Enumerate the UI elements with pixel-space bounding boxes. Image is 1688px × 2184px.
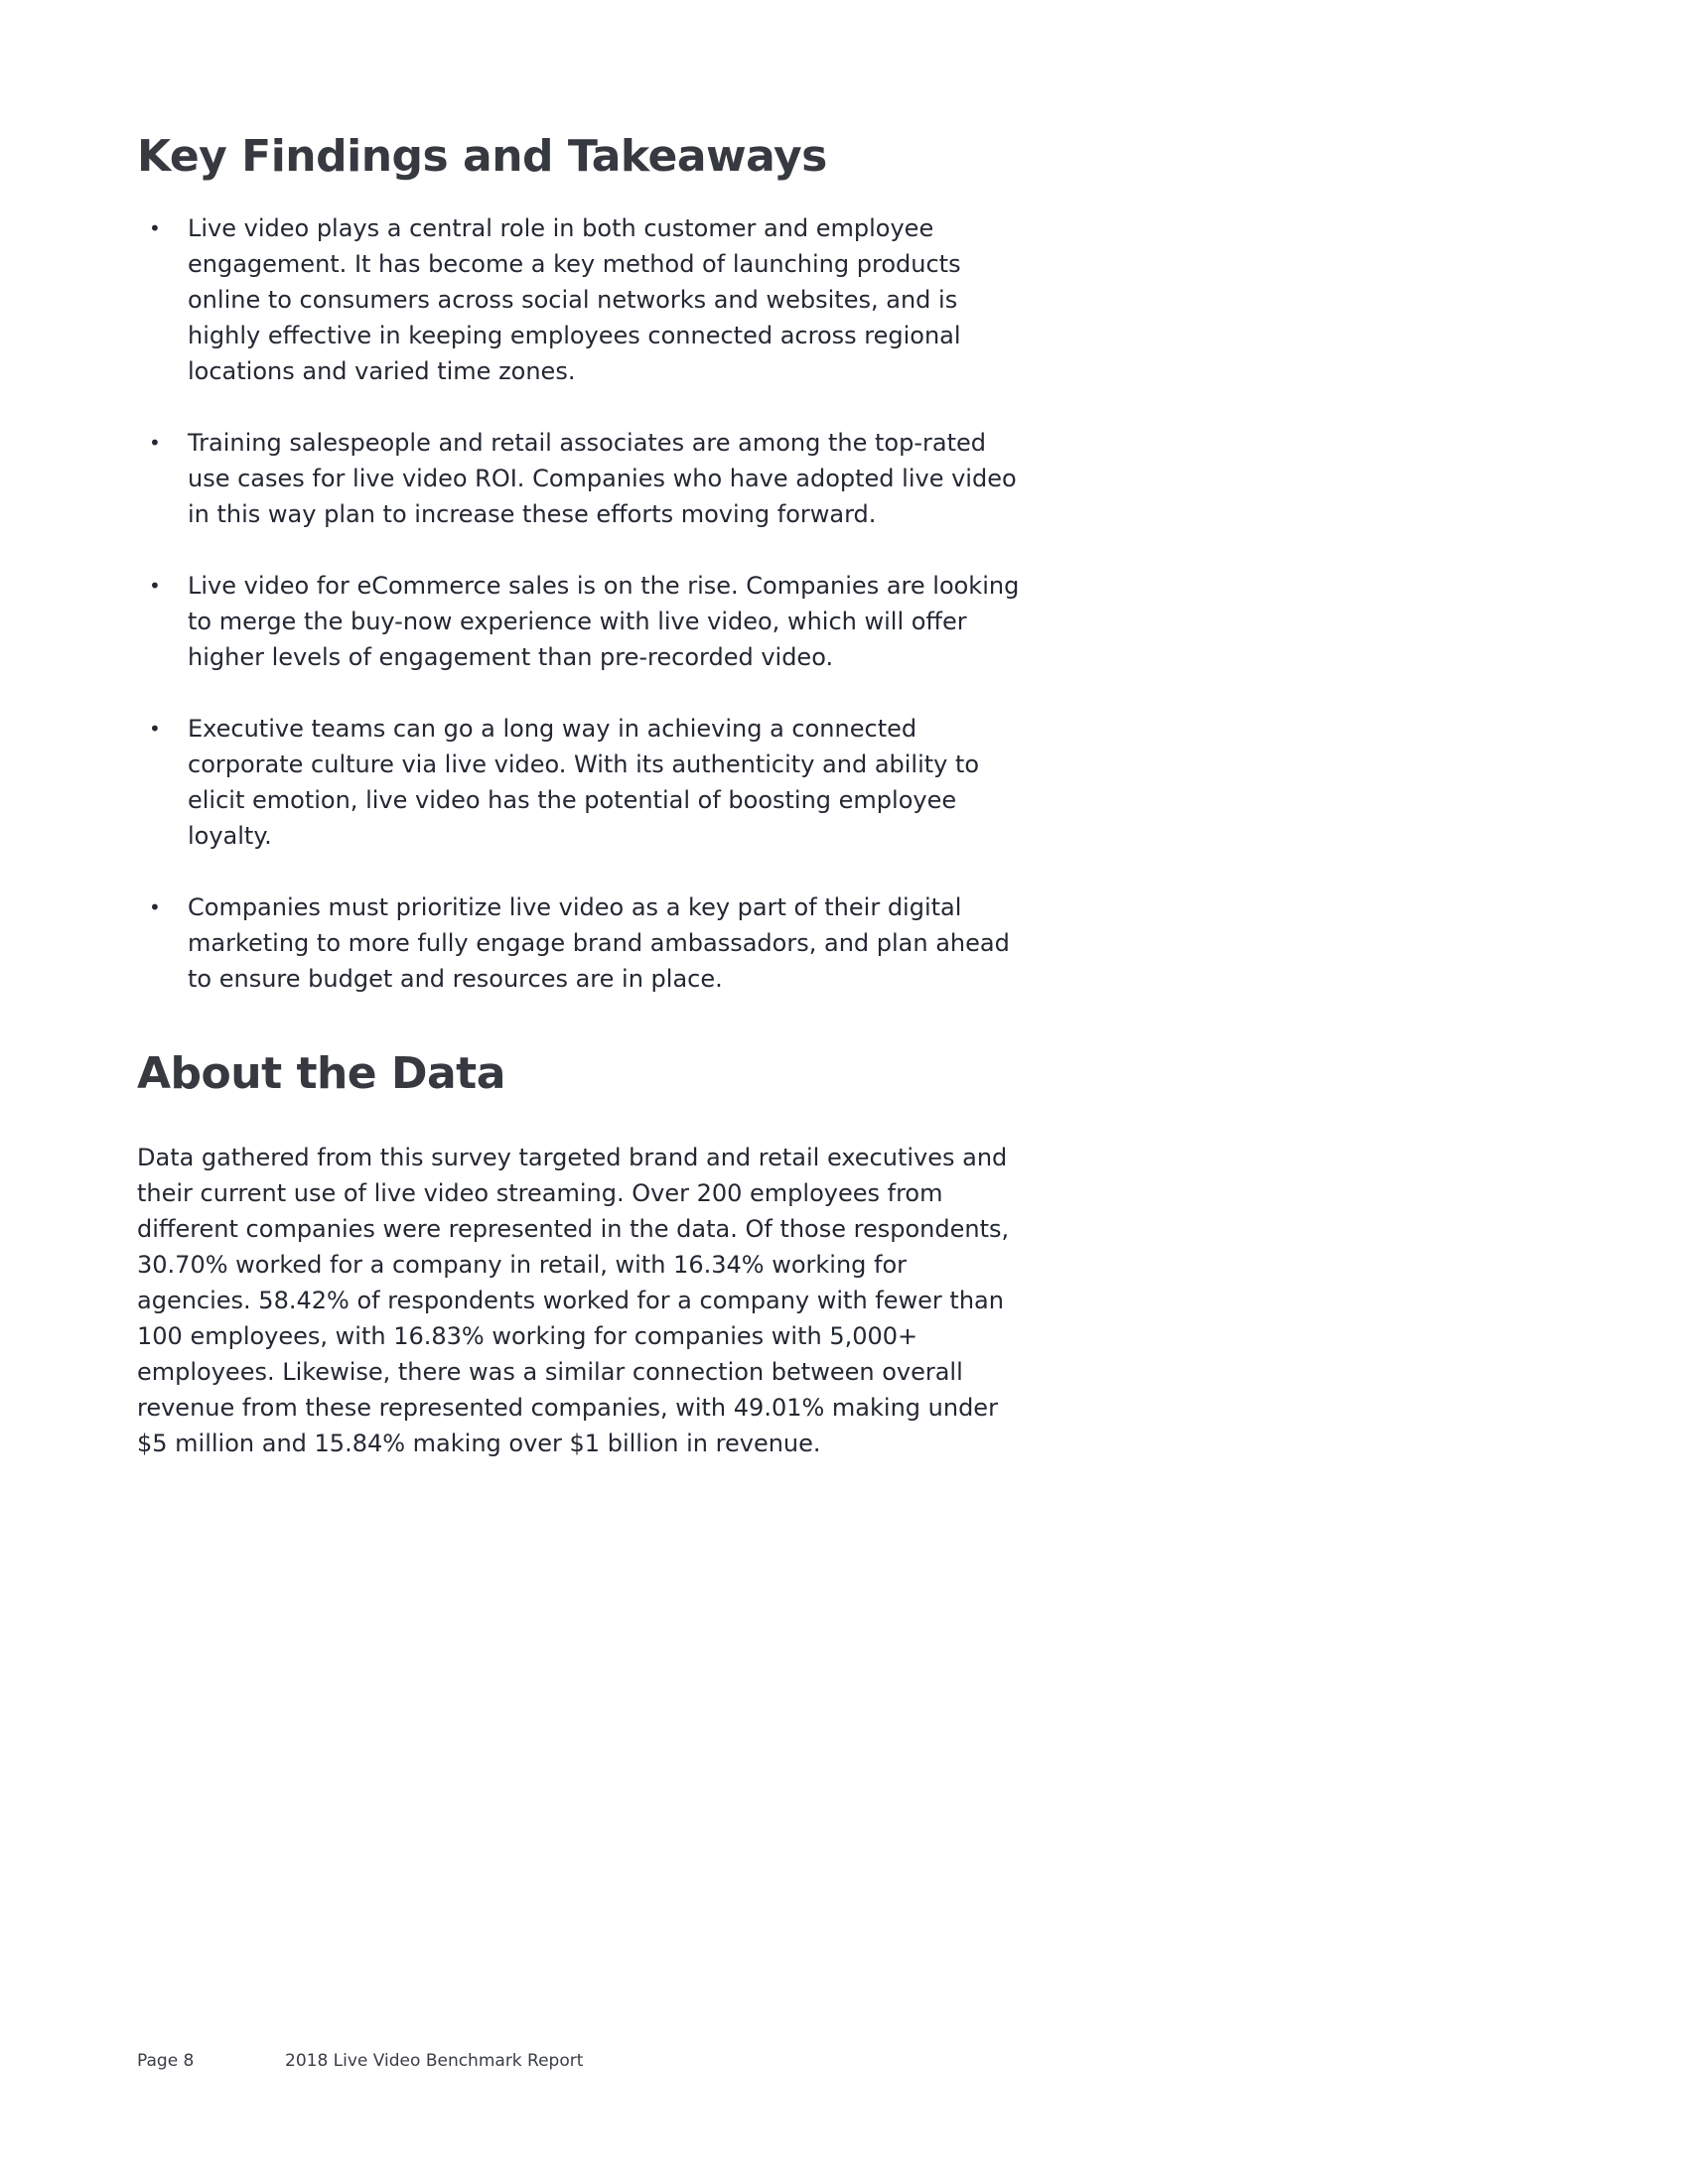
finding-text: Companies must prioritize live video as a key part of their digital marketing to more fully engage brand ambassadors, and plan ahead to ensure budget and resources are in place.	[188, 893, 1010, 993]
bullet-icon: •	[149, 574, 161, 598]
report-title: 2018 Live Video Benchmark Report	[285, 2051, 584, 2071]
finding-text: Live video plays a central role in both customer and employee engagement. It has become a key method of launching products online to consumers across social networks and websites, and is highly effective in keeping employees connected across regional locations and varied time zones.	[188, 214, 961, 385]
bullet-icon: •	[149, 216, 161, 240]
bullet-icon: •	[149, 895, 161, 919]
page-number: Page 8	[137, 2051, 195, 2071]
bullet-icon: •	[149, 717, 161, 741]
finding-item	[137, 568, 1031, 675]
about-data-paragraph: Data gathered from this survey targeted brand and retail executives and their current use of live video streaming. Over 200 employees from different companies were represented in the data. Of those respondents, 30.70% worked for a company in retail, with 16.34% working for agencies. 58.42% of respondents worked for a company with fewer than 100 employees, with 16.83% working for companies with 5,000+ employees. Likewise, there was a similar connection between overall revenue from these represented companies, with 49.01% making under $5 million and 15.84% making over $1 billion in revenue.	[137, 1144, 1010, 1457]
finding-item	[137, 210, 1031, 389]
finding-text: Training salespeople and retail associates are among the top-rated use cases for live video ROI. Companies who have adopted live video in this way plan to increase these efforts moving forward.	[188, 429, 1017, 528]
key-findings-heading: Key Findings and Takeaways	[137, 131, 827, 182]
finding-item	[137, 425, 1031, 532]
about-data-heading: About the Data	[137, 1048, 505, 1099]
bullet-icon: •	[149, 431, 161, 455]
finding-text: Executive teams can go a long way in achieving a connected corporate culture via live video. With its authenticity and ability to elicit emotion, live video has the potential of boosting employee loyalty.	[188, 715, 980, 850]
key-findings-list	[137, 210, 1031, 997]
finding-item	[137, 711, 1031, 854]
finding-item	[137, 889, 1031, 997]
page-content	[137, 127, 1031, 1461]
finding-text: Live video for eCommerce sales is on the rise. Companies are looking to merge the buy-now experience with live video, which will offer higher levels of engagement than pre-recorded video.	[188, 572, 1020, 671]
